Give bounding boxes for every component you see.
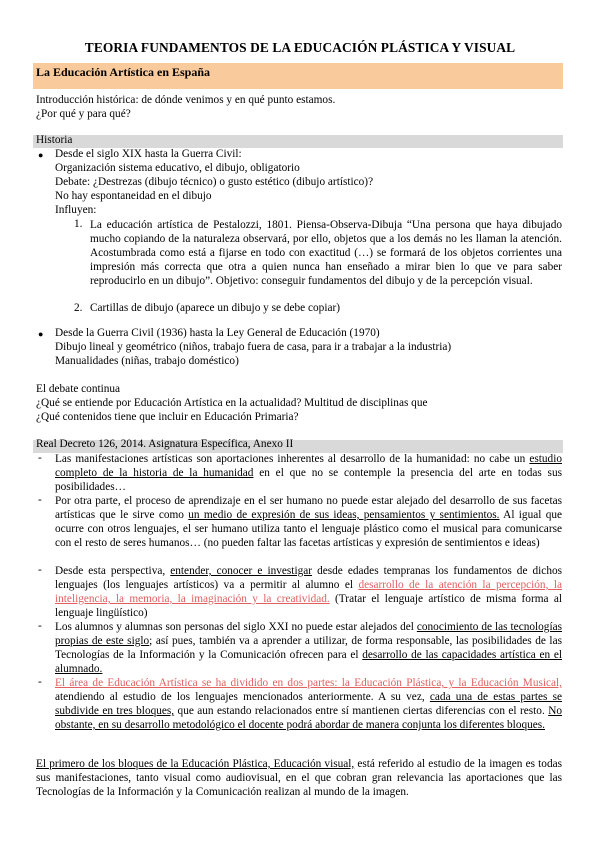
text-run: está referido al estudio de la imagen es todas sus manifestaciones, tanto visual como audiovisual, en el que cobran gran relevancia las aportaciones que las Tecnologías de la Información y la Comunicación realizan al mundo de la imagen. bbox=[36, 758, 563, 798]
text-run: Al igual que ocurre con otros lenguajes, el ser humano utiliza tanto el lenguaje plástico como el musical para comunicarse con el resto de seres humanos… (no pueden faltar las facetas artísticas y expresión de sentimientos e ideas) bbox=[55, 509, 563, 549]
underlined-text: No obstante, en su desarrollo metodológico el docente podrá abordar de manera conjunta los diferentes bloques. bbox=[55, 705, 563, 731]
debate-line: ¿Qué contenidos tiene que incluir en Educación Primaria? bbox=[36, 411, 299, 423]
list-number: 2. bbox=[74, 302, 83, 314]
dash-marker: - bbox=[38, 620, 42, 632]
document-title: TEORIA FUNDAMENTOS DE LA EDUCACIÓN PLÁSTICA Y VISUAL bbox=[84, 40, 516, 55]
historia-heading-bar bbox=[33, 135, 563, 148]
decreto-paragraph-5 bbox=[55, 676, 562, 732]
underlined-text: desarrollo de las capacidades artística en el alumnado. bbox=[55, 649, 563, 675]
bullet-line: Debate: ¿Destrezas (dibujo técnico) o gusto estético (dibujo artístico)? bbox=[55, 176, 374, 188]
bullet-icon: ● bbox=[38, 150, 44, 160]
text-run: (Tratar el lenguaje artístico de misma forma al lenguaje lingüístico) bbox=[55, 593, 562, 619]
debate-heading: El debate continua bbox=[36, 383, 121, 395]
debate-line: ¿Qué se entiende por Educación Artística en la actualidad? Multitud de disciplinas que bbox=[36, 397, 428, 409]
list-item-pestalozzi: La educación artística de Pestalozzi, 1801. Piensa-Observa-Dibuja “Una persona que haya dibujado mucho copiando de la naturaleza observará, por ello, objetos que a los demás no les llaman la atención. Acostumbrada como está a fijarse en todo con exactitud (…) se formará de los objetos corrientes una impresión más correcta que otra a quien nunca han enseñado a mirar bien lo que ve para saber reproducirlo en un dibujo”. Objetivo: conseguir fundamentos del dibujo y de la percepción visual. bbox=[90, 219, 562, 287]
section-heading: La Educación Artística en España bbox=[36, 65, 211, 79]
bullet-title: Desde la Guerra Civil (1936) hasta la Ley General de Educación (1970) bbox=[55, 327, 380, 339]
historia-heading: Historia bbox=[36, 134, 73, 146]
bullet-line: Influyen: bbox=[55, 204, 97, 216]
underlined-text: El primero de los bloques de la Educación Plástica, Educación visual, bbox=[36, 758, 355, 770]
decreto-paragraph-3 bbox=[55, 564, 562, 620]
decreto-paragraph-1 bbox=[55, 452, 562, 494]
dash-marker: - bbox=[38, 564, 42, 576]
dash-marker: - bbox=[38, 494, 42, 506]
list-item-cartillas: Cartillas de dibujo (aparece un dibujo y se debe copiar) bbox=[90, 302, 341, 314]
text-run: en el que no se contemple la presencia del arte en todas sus posibilidades… bbox=[55, 467, 562, 493]
bullet-line: Organización sistema educativo, el dibujo, obligatorio bbox=[55, 162, 300, 174]
text-run: desde edades tempranas los fundamentos de dichos lenguajes (los lenguajes artísticos) va a permitir al alumno el bbox=[55, 565, 563, 591]
decreto-paragraph-2 bbox=[55, 494, 562, 550]
text-run: ; así pues, también va a aprender a utilizar, de forma responsable, las posibilidades de las Tecnologías de la Información y la Comunicación ofrecen para el bbox=[55, 635, 562, 661]
bullet-line: Dibujo lineal y geométrico (niños, trabajo fuera de casa, para ir a trabajar a la industria) bbox=[55, 341, 452, 353]
dash-marker: - bbox=[38, 452, 42, 464]
bullet-icon: ● bbox=[38, 329, 44, 339]
bullet-title: Desde el siglo XIX hasta la Guerra Civil: bbox=[55, 148, 242, 160]
text-run: Desde esta perspectiva, bbox=[55, 565, 171, 577]
text-run: que aun estando relacionados entre sí mantienen ciertas diferencias con el resto. bbox=[174, 705, 549, 717]
highlighted-red-text: desarrollo de la atención la percepción, la inteligencia, la memoria, la imaginación y la creatividad. bbox=[55, 579, 562, 605]
final-paragraph bbox=[36, 757, 562, 799]
list-number: 1. bbox=[74, 218, 83, 230]
underlined-text: cada una de estas partes se subdivide en tres bloques, bbox=[55, 691, 562, 717]
text-run: Por otra parte, el proceso de aprendizaje en el ser humano no puede estar alejado del desarrollo de sus facetas artísticas que le sirve como bbox=[55, 495, 562, 521]
decreto-heading: Real Decreto 126, 2014. Asignatura Específica, Anexo II bbox=[36, 438, 294, 450]
text-run: atendiendo al estudio de los lenguajes mencionados anteriormente. A su vez, bbox=[55, 691, 430, 703]
intro-line: ¿Por qué y para qué? bbox=[36, 108, 131, 120]
decreto-paragraph-4 bbox=[55, 620, 562, 676]
underlined-text: conocimiento de las tecnologías propias de este siglo bbox=[55, 621, 562, 647]
dash-marker: - bbox=[38, 676, 42, 688]
intro-line: Introducción histórica: de dónde venimos y en qué punto estamos. bbox=[36, 94, 336, 106]
underlined-text: entender, conocer e investigar bbox=[170, 565, 313, 577]
underlined-text: estudio completo de la historia de la humanidad bbox=[55, 453, 562, 479]
text-run: Las manifestaciones artísticas son aportaciones inherentes al desarrollo de la humanidad: no cabe un bbox=[55, 453, 530, 465]
bullet-line: No hay espontaneidad en el dibujo bbox=[55, 190, 212, 202]
highlighted-red-text: El área de Educación Artística se ha dividido en dos partes: la Educación Plástica, y la Educación Musical, bbox=[55, 677, 562, 689]
underlined-text: un medio de expresión de sus ideas, pensamientos y sentimientos. bbox=[188, 509, 500, 521]
text-run: Los alumnos y alumnas son personas del siglo XXI no puede estar alejados del bbox=[55, 621, 417, 633]
bullet-line: Manualidades (niñas, trabajo doméstico) bbox=[55, 355, 239, 367]
